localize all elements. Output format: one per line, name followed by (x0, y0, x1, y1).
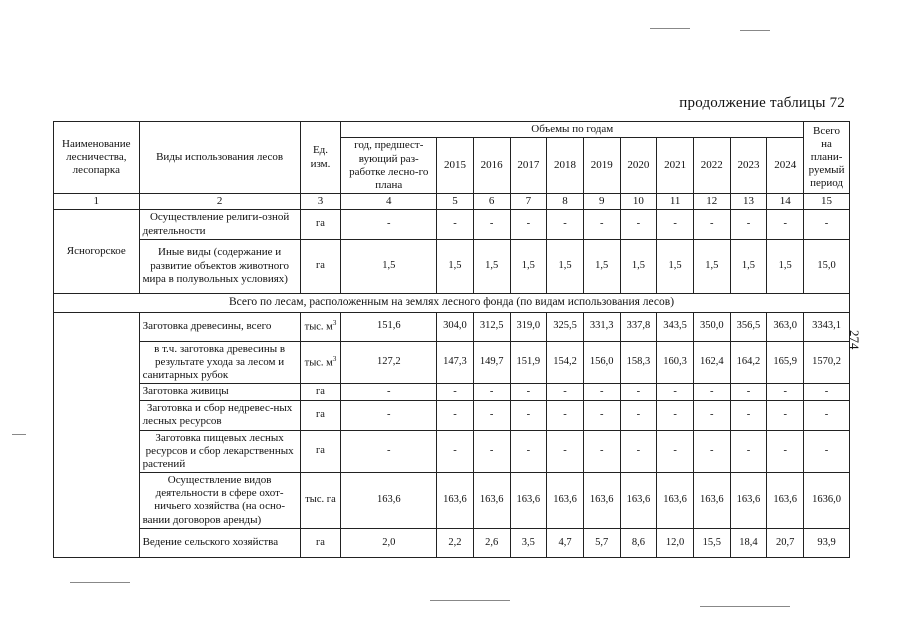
year-value-cell: - (547, 210, 584, 239)
year-value-cell: 151,9 (510, 341, 547, 384)
year-value-cell: 1,5 (693, 239, 730, 293)
year-value-cell: - (730, 210, 767, 239)
unit-text: тыс. га (305, 494, 336, 506)
table-row (54, 400, 850, 430)
table-row (54, 210, 850, 239)
prev-year-value-cell: 1,5 (341, 239, 437, 293)
unit-exponent: 3 (332, 354, 337, 363)
total-value-cell: - (804, 430, 850, 473)
scan-artifact (12, 434, 26, 435)
year-value-cell: 304,0 (437, 312, 474, 341)
unit-cell (300, 473, 341, 529)
total-value-cell: - (804, 210, 850, 239)
header-year: 2019 (583, 138, 620, 194)
total-value-cell: 3343,1 (804, 312, 850, 341)
year-value-cell: - (437, 400, 474, 430)
unit-cell (300, 312, 341, 341)
year-value-cell: 2,2 (437, 528, 474, 557)
year-value-cell: - (767, 400, 804, 430)
year-value-cell: - (547, 430, 584, 473)
year-value-cell: - (547, 400, 584, 430)
total-value-cell: - (804, 384, 850, 400)
year-value-cell: 363,0 (767, 312, 804, 341)
column-number: 7 (510, 194, 547, 210)
use-type-cell: Ведение сельского хозяйства (139, 528, 300, 557)
column-number: 12 (693, 194, 730, 210)
prev-year-value-cell: - (341, 430, 437, 473)
year-value-cell: - (620, 210, 657, 239)
unit-cell (300, 210, 341, 239)
year-value-cell: 163,6 (547, 473, 584, 529)
year-value-cell: 163,6 (510, 473, 547, 529)
total-value-cell: 15,0 (804, 239, 850, 293)
scan-artifact (740, 30, 770, 31)
year-value-cell: - (620, 400, 657, 430)
year-value-cell: - (547, 384, 584, 400)
year-value-cell: - (510, 210, 547, 239)
page-number: 274 (847, 330, 862, 350)
table-row (54, 341, 850, 384)
year-value-cell: 337,8 (620, 312, 657, 341)
total-value-cell: 1636,0 (804, 473, 850, 529)
year-value-cell: - (583, 384, 620, 400)
unit-text: га (316, 259, 325, 271)
year-value-cell: 15,5 (693, 528, 730, 557)
year-value-cell: 149,7 (473, 341, 510, 384)
table-row (54, 239, 850, 293)
header-year: 2017 (510, 138, 547, 194)
year-value-cell: 331,3 (583, 312, 620, 341)
use-type-cell: Заготовка живицы (139, 384, 300, 400)
year-value-cell: 163,6 (437, 473, 474, 529)
year-value-cell: - (473, 384, 510, 400)
forestry-name-cell (54, 312, 140, 557)
column-number: 1 (54, 194, 140, 210)
use-type-cell: в т.ч. заготовка древесины в результате ухода за лесом и санитарных рубок (139, 341, 300, 384)
column-number: 9 (583, 194, 620, 210)
year-value-cell: - (620, 430, 657, 473)
year-value-cell: 165,9 (767, 341, 804, 384)
year-value-cell: 156,0 (583, 341, 620, 384)
year-value-cell: 163,6 (583, 473, 620, 529)
header-year: 2022 (693, 138, 730, 194)
forestry-name-cell: Ясногорское (54, 210, 140, 293)
unit-text: га (316, 218, 325, 230)
column-number: 14 (767, 194, 804, 210)
year-value-cell: - (730, 400, 767, 430)
header-year: 2018 (547, 138, 584, 194)
scan-artifact (700, 606, 790, 607)
unit-text: тыс. м (304, 357, 333, 369)
year-value-cell: 1,5 (473, 239, 510, 293)
year-value-cell: - (473, 210, 510, 239)
unit-text: га (316, 444, 325, 456)
year-value-cell: 20,7 (767, 528, 804, 557)
column-number: 2 (139, 194, 300, 210)
year-value-cell: 18,4 (730, 528, 767, 557)
prev-year-value-cell: 151,6 (341, 312, 437, 341)
year-value-cell: 162,4 (693, 341, 730, 384)
year-value-cell: 1,5 (767, 239, 804, 293)
use-type-cell: Заготовка пищевых лесных ресурсов и сбор лекарственных растений (139, 430, 300, 473)
column-number: 15 (804, 194, 850, 210)
forest-use-table (53, 121, 850, 558)
table-row (54, 312, 850, 341)
column-number: 8 (547, 194, 584, 210)
unit-cell (300, 384, 341, 400)
unit-text: га (316, 408, 325, 420)
year-value-cell: - (657, 384, 694, 400)
year-value-cell: 319,0 (510, 312, 547, 341)
column-number: 4 (341, 194, 437, 210)
year-value-cell: 147,3 (437, 341, 474, 384)
column-number: 11 (657, 194, 694, 210)
prev-year-value-cell: - (341, 400, 437, 430)
year-value-cell: 312,5 (473, 312, 510, 341)
header-prev-year: год, предшест-вующий раз-работке лесно-го плана (341, 138, 437, 194)
unit-cell (300, 341, 341, 384)
year-value-cell: - (510, 430, 547, 473)
year-value-cell: 3,5 (510, 528, 547, 557)
year-value-cell: 163,6 (730, 473, 767, 529)
header-unit: Ед. изм. (300, 122, 341, 194)
year-value-cell: - (767, 430, 804, 473)
year-value-cell: - (730, 430, 767, 473)
unit-exponent: 3 (332, 319, 337, 328)
scan-artifact (430, 600, 510, 601)
year-value-cell: 160,3 (657, 341, 694, 384)
year-value-cell: 163,6 (693, 473, 730, 529)
year-value-cell: 12,0 (657, 528, 694, 557)
year-value-cell: 2,6 (473, 528, 510, 557)
header-year: 2024 (767, 138, 804, 194)
prev-year-value-cell: 163,6 (341, 473, 437, 529)
prev-year-value-cell: - (341, 210, 437, 239)
year-value-cell: - (473, 400, 510, 430)
use-type-cell: Иные виды (содержание и развитие объектов животного мира в полувольных условиях) (139, 239, 300, 293)
year-value-cell: 158,3 (620, 341, 657, 384)
year-value-cell: - (510, 400, 547, 430)
year-value-cell: - (510, 384, 547, 400)
year-value-cell: - (693, 384, 730, 400)
table-caption: продолжение таблицы 72 (679, 95, 845, 111)
use-type-cell: Осуществление видов деятельности в сфере охот-ничьего хозяйства (на осно-вании договоров аренды) (139, 473, 300, 529)
header-year: 2023 (730, 138, 767, 194)
year-value-cell: - (657, 430, 694, 473)
prev-year-value-cell: 127,2 (341, 341, 437, 384)
year-value-cell: 325,5 (547, 312, 584, 341)
year-value-cell: - (693, 210, 730, 239)
scan-artifact (70, 582, 130, 583)
year-value-cell: - (437, 210, 474, 239)
year-value-cell: - (583, 210, 620, 239)
column-number: 13 (730, 194, 767, 210)
column-number: 10 (620, 194, 657, 210)
year-value-cell: - (730, 384, 767, 400)
header-year: 2021 (657, 138, 694, 194)
year-value-cell: 343,5 (657, 312, 694, 341)
year-value-cell: - (767, 384, 804, 400)
header-year: 2015 (437, 138, 474, 194)
year-value-cell: - (657, 400, 694, 430)
year-value-cell: 164,2 (730, 341, 767, 384)
year-value-cell: 163,6 (620, 473, 657, 529)
year-value-cell: 1,5 (730, 239, 767, 293)
year-value-cell: - (437, 430, 474, 473)
year-value-cell: 163,6 (767, 473, 804, 529)
total-value-cell: - (804, 400, 850, 430)
year-value-cell: 163,6 (473, 473, 510, 529)
column-number: 5 (437, 194, 474, 210)
year-value-cell: 1,5 (657, 239, 694, 293)
header-year: 2016 (473, 138, 510, 194)
year-value-cell: 1,5 (583, 239, 620, 293)
table-row (54, 384, 850, 400)
year-value-cell: - (437, 384, 474, 400)
year-value-cell: - (473, 430, 510, 473)
column-number: 6 (473, 194, 510, 210)
year-value-cell: - (583, 430, 620, 473)
year-value-cell: 163,6 (657, 473, 694, 529)
use-type-cell: Заготовка и сбор недревес-ных лесных ресурсов (139, 400, 300, 430)
header-total: Всего на плани-руемый период (804, 122, 850, 194)
year-value-cell: 4,7 (547, 528, 584, 557)
scan-artifact (650, 28, 690, 29)
year-value-cell: - (620, 384, 657, 400)
header-year: 2020 (620, 138, 657, 194)
use-type-cell: Заготовка древесины, всего (139, 312, 300, 341)
year-value-cell: 1,5 (547, 239, 584, 293)
unit-cell (300, 400, 341, 430)
section-heading: Всего по лесам, расположенным на землях лесного фонда (по видам использования лесов) (54, 293, 850, 312)
table-row (54, 430, 850, 473)
year-value-cell: - (767, 210, 804, 239)
year-value-cell: 356,5 (730, 312, 767, 341)
header-use-type: Виды использования лесов (139, 122, 300, 194)
year-value-cell: - (693, 400, 730, 430)
year-value-cell: 350,0 (693, 312, 730, 341)
year-value-cell: 8,6 (620, 528, 657, 557)
year-value-cell: 5,7 (583, 528, 620, 557)
table-row (54, 528, 850, 557)
unit-cell (300, 528, 341, 557)
unit-text: га (316, 385, 325, 397)
unit-text: га (316, 536, 325, 548)
year-value-cell: - (657, 210, 694, 239)
unit-cell (300, 430, 341, 473)
header-forestry: Наименование лесничества, лесопарка (54, 122, 140, 194)
use-type-cell: Осуществление религи-озной деятельности (139, 210, 300, 239)
table-row (54, 473, 850, 529)
total-value-cell: 1570,2 (804, 341, 850, 384)
header-volumes-by-year: Объемы по годам (341, 122, 804, 138)
year-value-cell: - (693, 430, 730, 473)
prev-year-value-cell: 2,0 (341, 528, 437, 557)
unit-cell (300, 239, 341, 293)
column-number: 3 (300, 194, 341, 210)
year-value-cell: 1,5 (510, 239, 547, 293)
unit-text: тыс. м (304, 321, 333, 333)
year-value-cell: 1,5 (620, 239, 657, 293)
year-value-cell: - (583, 400, 620, 430)
year-value-cell: 1,5 (437, 239, 474, 293)
total-value-cell: 93,9 (804, 528, 850, 557)
year-value-cell: 154,2 (547, 341, 584, 384)
prev-year-value-cell: - (341, 384, 437, 400)
